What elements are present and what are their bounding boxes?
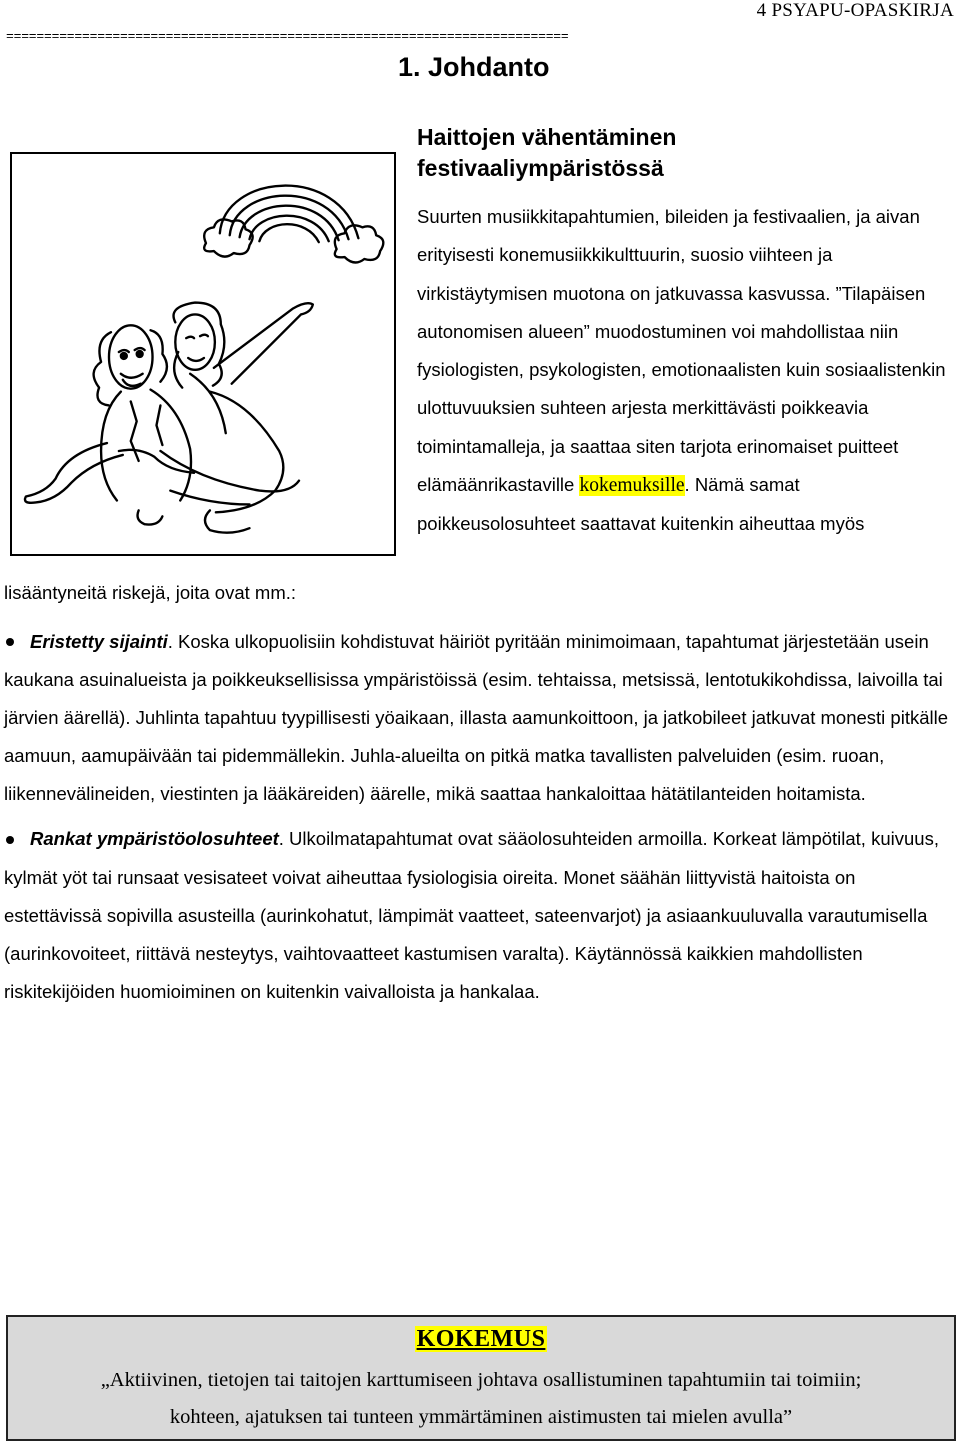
risk-list xyxy=(4,623,952,1018)
definition-box xyxy=(6,1315,956,1441)
intro-paragraph xyxy=(417,198,953,544)
list-item xyxy=(4,820,952,1010)
definition-line2: kohteen, ajatuksen tai tunteen ymmärtäminen aistimusten tai mielen avulla” xyxy=(169,1406,793,1428)
intro-text-before: Suurten musiikkitapahtumien, bileiden ja festivaalien, ja aivan erityisesti konemusiikkikulttuurin, suosio viihteen ja virkistäytymisen muotona on jatkuvassa kasvussa. ”Tilapäisen autonomisen alueen” muodostuminen voi mahdollistaa niin fysiologisten, psykologisten, emotionaalisten kuin sosiaalistenkin ulottuvuuksien suhteen arjesta merkittävästi poikkeavia toimintamalleja, ja saattaa siten tarjota erinomaiset puitteet elämäänrikastaville xyxy=(417,206,946,496)
definition-text xyxy=(8,1362,954,1436)
page-header-label: 4 PSYAPU-OPASKIRJA xyxy=(756,0,954,21)
definition-title-text: KOKEMUS xyxy=(416,1326,546,1352)
bullet-icon xyxy=(6,836,14,844)
list-item xyxy=(4,623,952,813)
cartoon-illustration xyxy=(10,152,396,556)
chapter-title: 1. Johdanto xyxy=(398,52,550,82)
highlighted-term: kokemuksille xyxy=(579,475,685,497)
definition-line1: „Aktiivinen, tietojen tai taitojen karttumiseen johtava osallistuminen tapahtumiin tai toimiin; xyxy=(100,1369,862,1391)
section-title-line2: festivaaliympäristössä xyxy=(417,155,664,181)
header-rule: ========================================================================== xyxy=(6,30,569,44)
list-item-text: . Koska ulkopuolisiin kohdistuvat häiriöt pyritään minimoimaan, tapahtumat järjestetään usein kaukana asuinalueista ja poikkeuksellisissa ympäristöissä (esim. tehtaissa, metsissä, lentotukikohdissa, laivoilla tai järvien äärellä). Juhlinta tapahtuu tyypillisesti yöaikaan, illasta aamunkoittoon, ja jatkobileet jatkuvat monesti pitkälle aamuun, aamupäivään tai pidemmällekin. Juhla-alueilta on pitkä matka tavallisten palveluiden (esim. ruoan, liikennevälineiden, viestinten ja lääkäreiden) äärelle, mikä saattaa hankaloittaa hätätilanteiden hoitamista. xyxy=(4,631,949,805)
section-title-line1: Haittojen vähentäminen xyxy=(417,124,677,150)
rainbow-clouds-illustration xyxy=(204,186,383,263)
list-item-term: Rankat ympäristöolosuhteet xyxy=(30,828,279,850)
festival-couple-illustration xyxy=(12,154,394,554)
section-title xyxy=(417,122,676,184)
intro-tail: lisääntyneitä riskejä, joita ovat mm.: xyxy=(4,582,297,603)
list-item-term: Eristetty sijainti xyxy=(30,631,168,652)
intro-text-after: . Nämä samat poikkeusolosuhteet saattavat kuitenkin aiheuttaa myös xyxy=(417,474,865,535)
definition-title xyxy=(8,1326,954,1353)
list-item-text: . Ulkoilmatapahtumat ovat sääolosuhteiden armoilla. Korkeat lämpötilat, kuivuus, kylmät yöt tai runsaat vesisateet voivat aiheuttaa fysiologisia oireita. Monet säähän liittyvistä haitoista on estettävissä sopivilla asusteilla (aurinkohatut, lämpimät vaatteet, sateenvarjot) ja asiaankuuluvalla varautumisella (aurinkovoiteet, riittävä nesteytys, vaihtovaatteet kastumisen varalta). Käytännössä kaikkien mahdollisten riskitekijöiden huomioiminen on kuitenkin vaivalloista ja hankalaa. xyxy=(4,828,939,1002)
bullet-icon xyxy=(6,638,14,646)
